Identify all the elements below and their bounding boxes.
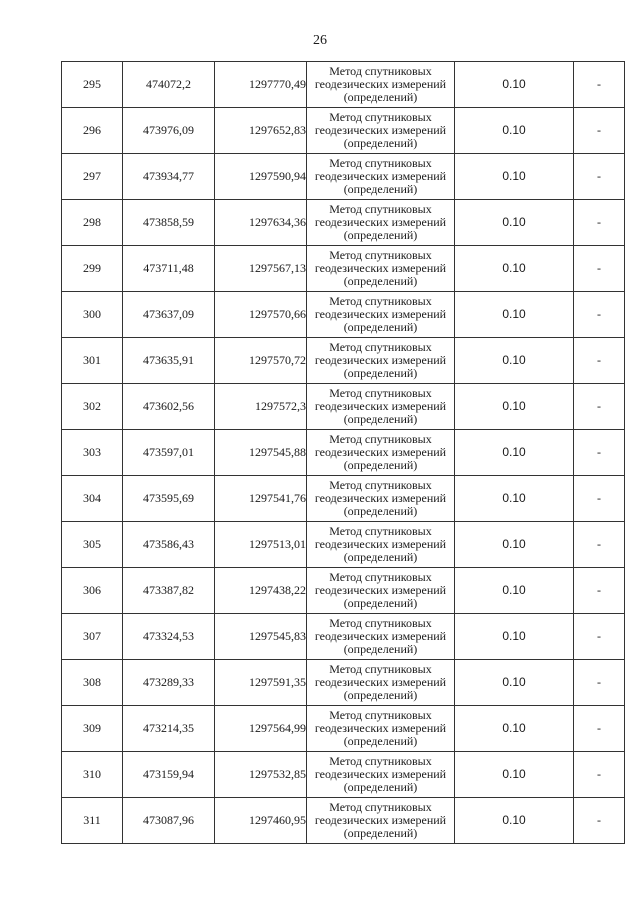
method-cell [307,108,455,154]
method-text: Метод спутниковых геодезических измерений (определений) [314,616,447,656]
x-coordinate-cell: 473387,82 [123,568,215,614]
table-row [62,108,625,154]
x-coordinate-cell: 473858,59 [123,200,215,246]
table-row [62,292,625,338]
method-text: Метод спутниковых геодезических измерений (определений) [314,64,447,104]
y-coordinate-cell: 1297591,35 [215,660,307,706]
accuracy-cell: 0.10 [455,798,574,844]
description-cell: - [574,522,625,568]
x-coordinate-cell: 474072,2 [123,62,215,108]
method-text: Метод спутниковых геодезических измерений (определений) [314,294,447,334]
table-row [62,660,625,706]
x-coordinate-cell: 473934,77 [123,154,215,200]
method-cell [307,246,455,292]
table-row [62,614,625,660]
description-cell: - [574,752,625,798]
y-coordinate-cell: 1297770,49 [215,62,307,108]
y-coordinate-cell: 1297513,01 [215,522,307,568]
x-coordinate-cell: 473637,09 [123,292,215,338]
method-cell [307,384,455,430]
method-text: Метод спутниковых геодезических измерений (определений) [314,156,447,196]
method-cell [307,338,455,384]
point-number-cell: 298 [62,200,123,246]
accuracy-cell: 0.10 [455,384,574,430]
method-cell [307,522,455,568]
point-number-cell: 310 [62,752,123,798]
method-text: Метод спутниковых геодезических измерений (определений) [314,248,447,288]
point-number-cell: 295 [62,62,123,108]
table-row [62,246,625,292]
method-text: Метод спутниковых геодезических измерений (определений) [314,662,447,702]
coordinates-table [61,61,625,844]
description-cell: - [574,246,625,292]
method-text: Метод спутниковых геодезических измерений (определений) [314,432,447,472]
y-coordinate-cell: 1297564,99 [215,706,307,752]
y-coordinate-cell: 1297590,94 [215,154,307,200]
table-row [62,798,625,844]
y-coordinate-cell: 1297545,88 [215,430,307,476]
method-cell [307,568,455,614]
x-coordinate-cell: 473586,43 [123,522,215,568]
point-number-cell: 311 [62,798,123,844]
y-coordinate-cell: 1297460,95 [215,798,307,844]
method-cell [307,752,455,798]
x-coordinate-cell: 473976,09 [123,108,215,154]
accuracy-cell: 0.10 [455,200,574,246]
x-coordinate-cell: 473597,01 [123,430,215,476]
point-number-cell: 307 [62,614,123,660]
table-row [62,476,625,522]
x-coordinate-cell: 473602,56 [123,384,215,430]
description-cell: - [574,614,625,660]
accuracy-cell: 0.10 [455,752,574,798]
table-row [62,384,625,430]
method-text: Метод спутниковых геодезических измерений (определений) [314,478,447,518]
y-coordinate-cell: 1297572,3 [215,384,307,430]
table-row [62,752,625,798]
description-cell: - [574,154,625,200]
x-coordinate-cell: 473595,69 [123,476,215,522]
y-coordinate-cell: 1297532,85 [215,752,307,798]
method-cell [307,292,455,338]
accuracy-cell: 0.10 [455,154,574,200]
description-cell: - [574,292,625,338]
x-coordinate-cell: 473087,96 [123,798,215,844]
y-coordinate-cell: 1297652,83 [215,108,307,154]
description-cell: - [574,706,625,752]
y-coordinate-cell: 1297634,36 [215,200,307,246]
description-cell: - [574,660,625,706]
y-coordinate-cell: 1297570,72 [215,338,307,384]
y-coordinate-cell: 1297545,83 [215,614,307,660]
method-text: Метод спутниковых геодезических измерений (определений) [314,800,447,840]
x-coordinate-cell: 473711,48 [123,246,215,292]
table-row [62,338,625,384]
table-row [62,568,625,614]
y-coordinate-cell: 1297438,22 [215,568,307,614]
x-coordinate-cell: 473324,53 [123,614,215,660]
accuracy-cell: 0.10 [455,614,574,660]
x-coordinate-cell: 473214,35 [123,706,215,752]
method-cell [307,430,455,476]
method-cell [307,200,455,246]
accuracy-cell: 0.10 [455,706,574,752]
method-text: Метод спутниковых геодезических измерений (определений) [314,570,447,610]
accuracy-cell: 0.10 [455,476,574,522]
y-coordinate-cell: 1297570,66 [215,292,307,338]
point-number-cell: 308 [62,660,123,706]
x-coordinate-cell: 473289,33 [123,660,215,706]
point-number-cell: 303 [62,430,123,476]
page-number: 26 [313,33,327,48]
description-cell: - [574,338,625,384]
x-coordinate-cell: 473159,94 [123,752,215,798]
y-coordinate-cell: 1297541,76 [215,476,307,522]
method-cell [307,660,455,706]
method-cell [307,62,455,108]
point-number-cell: 301 [62,338,123,384]
point-number-cell: 306 [62,568,123,614]
accuracy-cell: 0.10 [455,338,574,384]
accuracy-cell: 0.10 [455,430,574,476]
method-text: Метод спутниковых геодезических измерений (определений) [314,524,447,564]
table-row [62,522,625,568]
accuracy-cell: 0.10 [455,246,574,292]
method-text: Метод спутниковых геодезических измерений (определений) [314,754,447,794]
point-number-cell: 296 [62,108,123,154]
description-cell: - [574,430,625,476]
accuracy-cell: 0.10 [455,522,574,568]
accuracy-cell: 0.10 [455,62,574,108]
table-row [62,706,625,752]
method-cell [307,614,455,660]
method-cell [307,154,455,200]
method-cell [307,798,455,844]
description-cell: - [574,568,625,614]
description-cell: - [574,798,625,844]
table-row [62,430,625,476]
method-text: Метод спутниковых геодезических измерений (определений) [314,708,447,748]
table-row [62,200,625,246]
point-number-cell: 309 [62,706,123,752]
description-cell: - [574,200,625,246]
method-text: Метод спутниковых геодезических измерений (определений) [314,386,447,426]
point-number-cell: 299 [62,246,123,292]
method-text: Метод спутниковых геодезических измерений (определений) [314,340,447,380]
method-cell [307,706,455,752]
description-cell: - [574,476,625,522]
method-text: Метод спутниковых геодезических измерений (определений) [314,202,447,242]
description-cell: - [574,108,625,154]
description-cell: - [574,62,625,108]
accuracy-cell: 0.10 [455,292,574,338]
accuracy-cell: 0.10 [455,568,574,614]
accuracy-cell: 0.10 [455,108,574,154]
method-cell [307,476,455,522]
coordinates-table-body [62,62,625,844]
x-coordinate-cell: 473635,91 [123,338,215,384]
point-number-cell: 300 [62,292,123,338]
point-number-cell: 304 [62,476,123,522]
y-coordinate-cell: 1297567,13 [215,246,307,292]
method-text: Метод спутниковых геодезических измерений (определений) [314,110,447,150]
table-row [62,154,625,200]
description-cell: - [574,384,625,430]
point-number-cell: 305 [62,522,123,568]
accuracy-cell: 0.10 [455,660,574,706]
point-number-cell: 302 [62,384,123,430]
point-number-cell: 297 [62,154,123,200]
table-row [62,62,625,108]
